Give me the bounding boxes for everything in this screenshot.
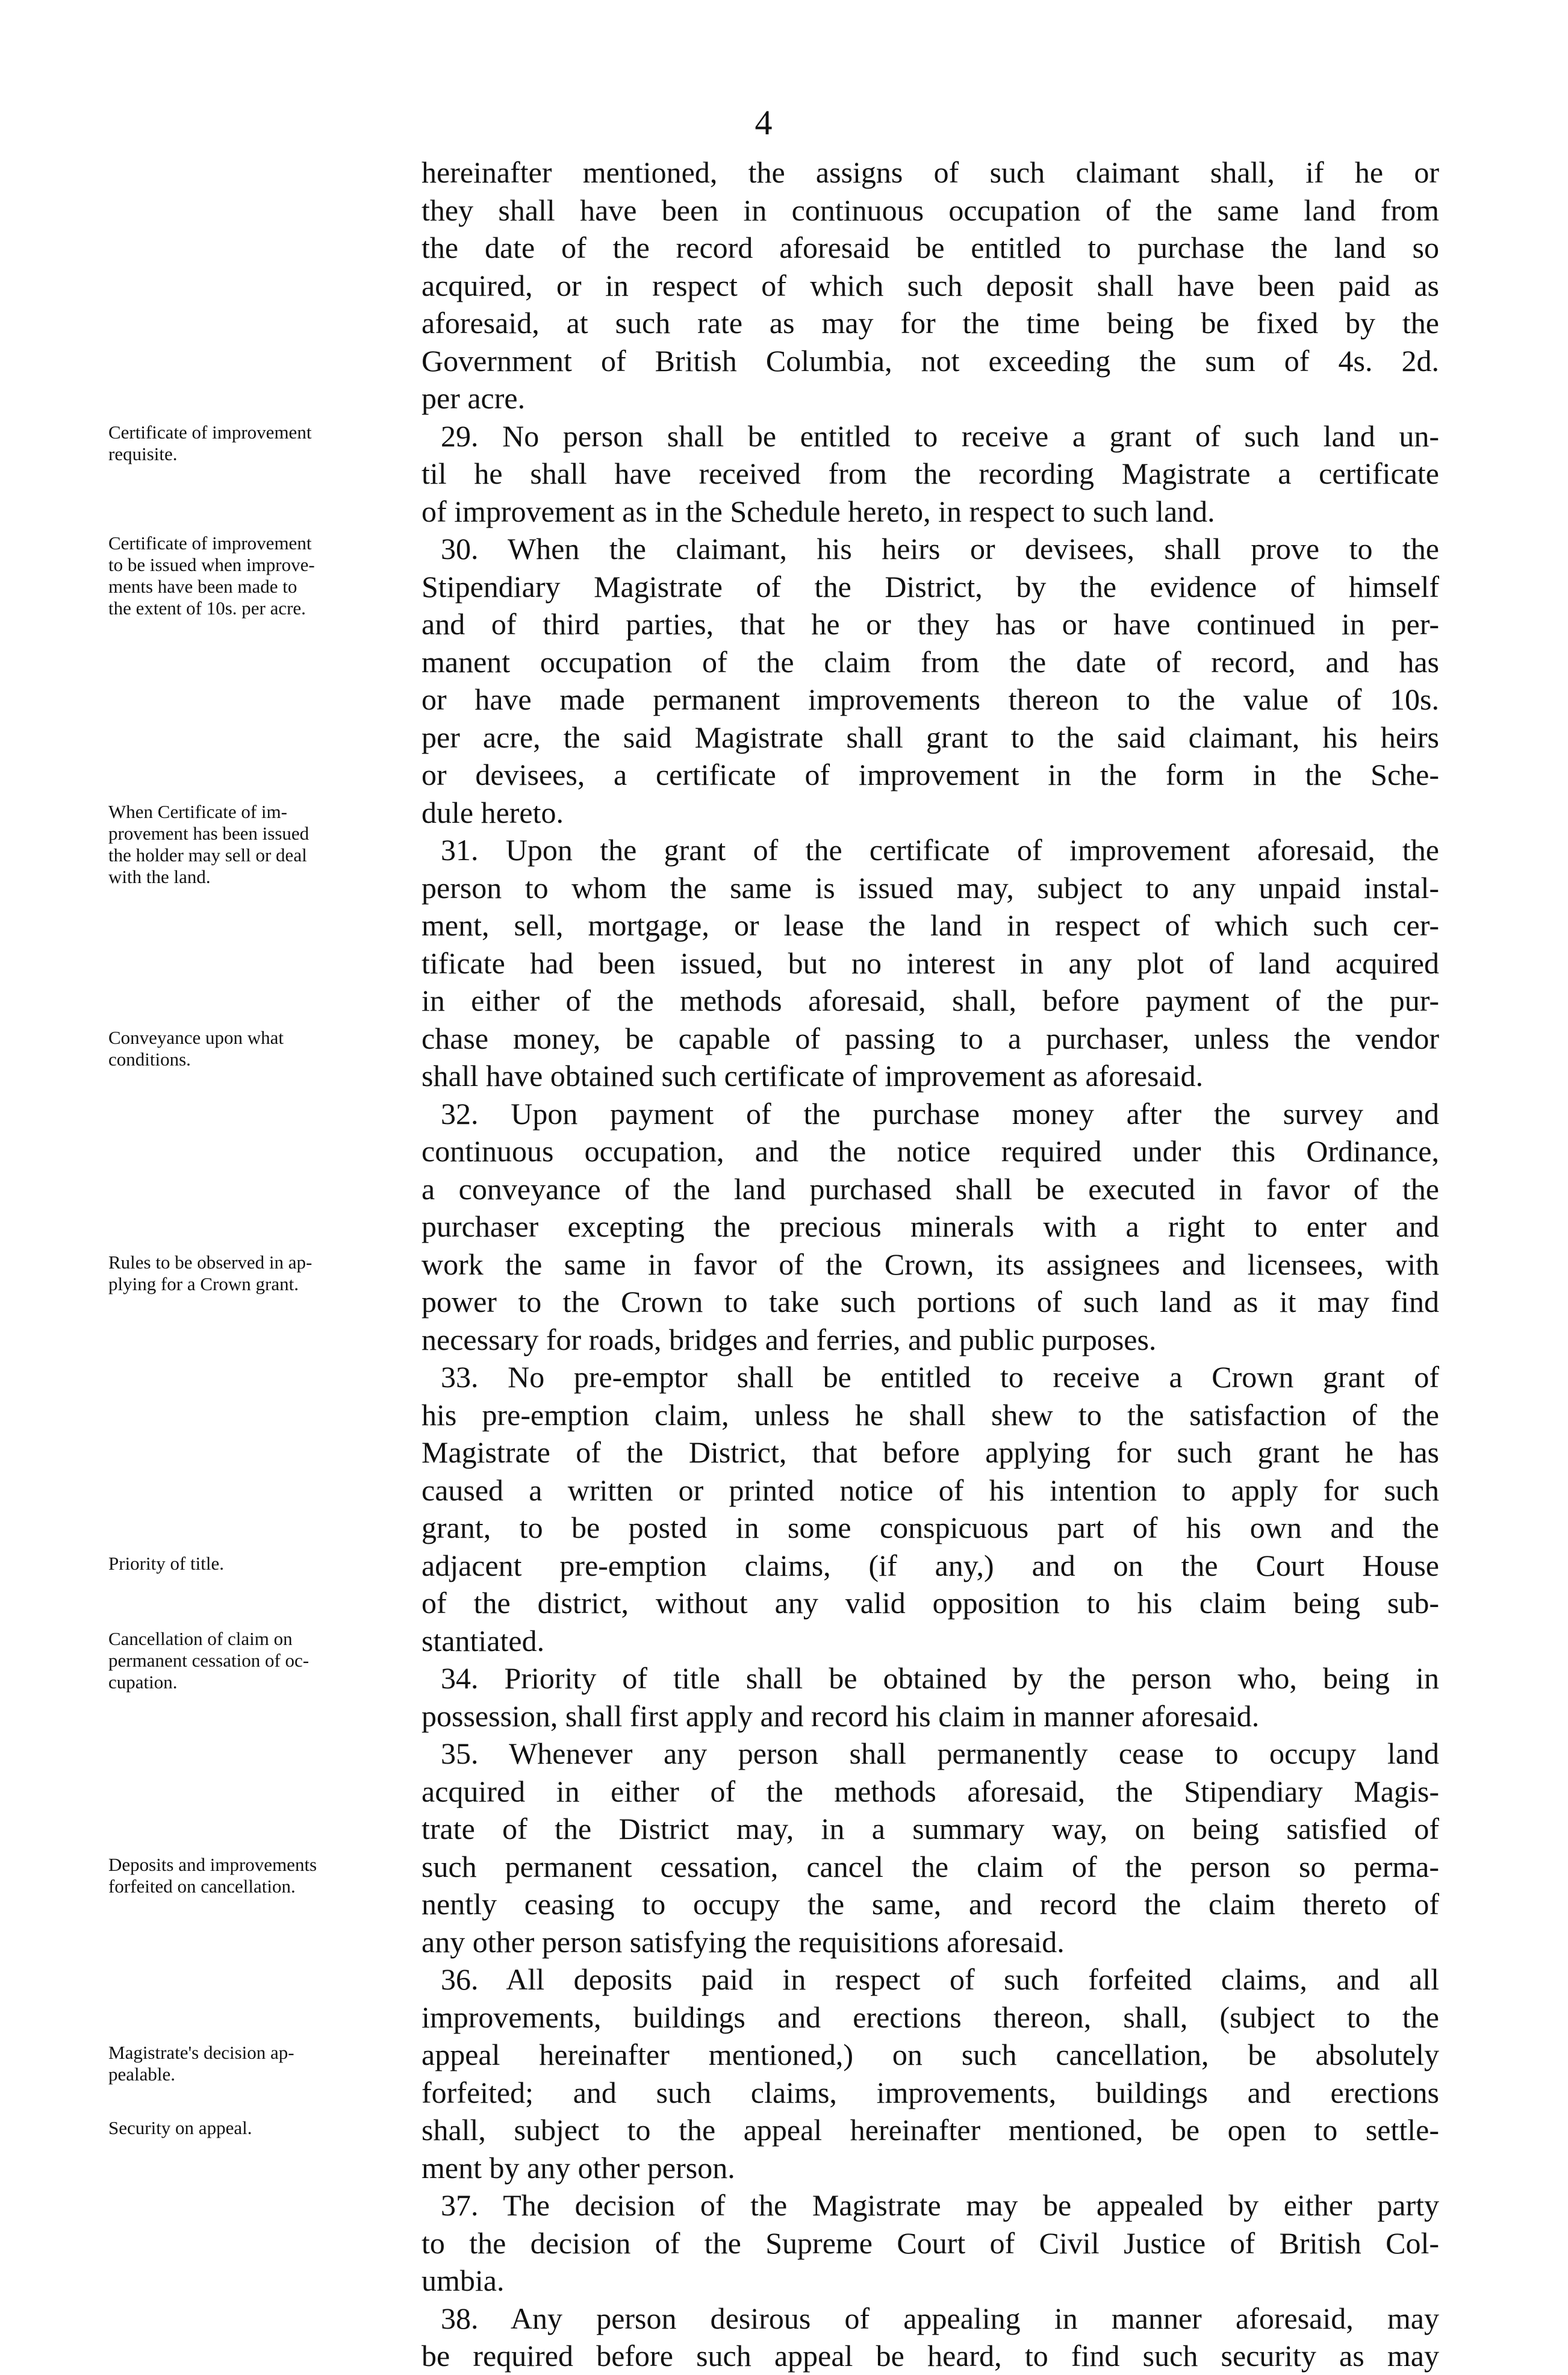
body-line: or devisees, a certificate of improvement in the form in the Sche- <box>422 758 1439 791</box>
margin-note-line: cupation. <box>108 1671 178 1693</box>
margin-note-line: pealable. <box>108 2064 176 2085</box>
body-line: or have made permanent improvements thereon to the value of 10s. <box>422 682 1439 716</box>
body-line: shall have obtained such certificate of improvement as aforesaid. <box>422 1059 1204 1093</box>
margin-note-line: Magistrate's decision ap- <box>108 2042 294 2063</box>
body-line: trate of the District may, in a summary way, on being satisfied of <box>422 1812 1439 1846</box>
body-line: they shall have been in continuous occupation of the same land from <box>422 193 1439 227</box>
body-line: work the same in favor of the Crown, its assignees and licensees, with <box>422 1247 1439 1281</box>
margin-note-line: Certificate of improvement <box>108 532 312 554</box>
body-line: possession, shall first apply and record his claim in manner aforesaid. <box>422 1699 1260 1733</box>
margin-note-deposits-forfeited <box>108 1854 437 1897</box>
margin-note-line: with the land. <box>108 866 211 887</box>
body-line: of improvement as in the Schedule hereto, in respect to such land. <box>422 494 1215 528</box>
body-line: acquired in either of the methods aforesaid, the Stipendiary Magis- <box>422 1774 1439 1808</box>
body-line: ment, sell, mortgage, or lease the land in respect of which such cer- <box>422 908 1439 942</box>
body-line: hereinafter mentioned, the assigns of such claimant shall, if he or <box>422 155 1439 189</box>
body-line: nently ceasing to occupy the same, and record the claim thereto of <box>422 1887 1439 1921</box>
margin-note-line: the extent of 10s. per acre. <box>108 598 306 619</box>
body-line: 36. All deposits paid in respect of such forfeited claims, and all <box>441 1962 1439 1996</box>
body-line: his pre-emption claim, unless he shall shew to the satisfaction of the <box>422 1397 1439 1432</box>
margin-note-cancellation-of-claim <box>108 1628 437 1693</box>
body-line: improvements, buildings and erections thereon, shall, (subject to the <box>422 2000 1439 2034</box>
body-line: any other person satisfying the requisitions aforesaid. <box>422 1924 1065 1959</box>
margin-note-priority-of-title <box>108 1553 437 1574</box>
body-line: power to the Crown to take such portions of such land as it may find <box>422 1285 1439 1319</box>
margin-note-line: ments have been made to <box>108 576 297 597</box>
body-line: and of third parties, that he or they has or have continued in per- <box>422 607 1439 641</box>
body-line: 32. Upon payment of the purchase money after the survey and <box>441 1096 1439 1131</box>
margin-note-line: forfeited on cancellation. <box>108 1876 296 1897</box>
body-line: 38. Any person desirous of appealing in manner aforesaid, may <box>441 2301 1439 2335</box>
body-text <box>422 154 1439 2375</box>
margin-note-line: plying for a Crown grant. <box>108 1273 299 1294</box>
body-line: 35. Whenever any person shall permanently cease to occupy land <box>441 1737 1439 1770</box>
body-line: necessary for roads, bridges and ferries, and public purposes. <box>422 1322 1157 1356</box>
margin-note-line: requisite. <box>108 443 178 464</box>
margin-note-line: Deposits and improvements <box>108 1854 317 1875</box>
margin-note-line: Priority of title. <box>108 1553 225 1574</box>
margin-note-line: Security on appeal. <box>108 2117 252 2138</box>
body-line: such permanent cessation, cancel the claim of the person so perma- <box>422 1849 1439 1883</box>
body-line: per acre. <box>422 381 526 415</box>
body-line: Government of British Columbia, not exceeding the sum of 4s. 2d. <box>422 343 1439 378</box>
margin-note-line: Certificate of improvement <box>108 422 312 443</box>
body-line: Magistrate of the District, that before applying for such grant he has <box>422 1435 1439 1469</box>
body-line: 33. No pre-emptor shall be entitled to receive a Crown grant of <box>441 1360 1439 1394</box>
body-line: aforesaid, at such rate as may for the time being be fixed by the <box>422 306 1439 340</box>
body-line: per acre, the said Magistrate shall grant to the said claimant, his heirs <box>422 720 1439 754</box>
body-line: 29. No person shall be entitled to receive a grant of such land un- <box>441 419 1439 453</box>
body-line: manent occupation of the claim from the date of record, and has <box>422 644 1439 679</box>
body-line: continuous occupation, and the notice required under this Ordinance, <box>422 1134 1439 1168</box>
body-line: stantiated. <box>422 1623 545 1658</box>
margin-note-line: to be issued when improve- <box>108 554 315 575</box>
body-line: of the district, without any valid opposition to his claim being sub- <box>422 1586 1439 1620</box>
body-line: a conveyance of the land purchased shall be executed in favor of the <box>422 1172 1439 1206</box>
body-line: person to whom the same is issued may, subject to any unpaid instal- <box>422 870 1439 905</box>
body-line: purchaser excepting the precious minerals with a right to enter and <box>422 1209 1439 1243</box>
body-line: dule hereto. <box>422 795 564 829</box>
margin-note-conveyance-conditions <box>108 1027 437 1070</box>
body-line: to the decision of the Supreme Court of Civil Justice of British Col- <box>422 2226 1439 2260</box>
body-line: in either of the methods aforesaid, shall, before payment of the pur- <box>422 984 1439 1017</box>
body-line: grant, to be posted in some conspicuous part of his own and the <box>422 1511 1439 1544</box>
margin-note-line: conditions. <box>108 1049 191 1070</box>
margin-note-line: Rules to be observed in ap- <box>108 1252 313 1273</box>
body-line: chase money, be capable of passing to a purchaser, unless the vendor <box>422 1021 1439 1055</box>
margin-note-line: the holder may sell or deal <box>108 844 307 866</box>
margin-note-security-on-appeal <box>108 2117 437 2139</box>
body-line: tificate had been issued, but no interest in any plot of land acquired <box>422 946 1439 980</box>
margin-note-certificate-requisite <box>108 422 437 465</box>
body-line: adjacent pre-emption claims, (if any,) and on the Court House <box>422 1548 1439 1582</box>
body-line: appeal hereinafter mentioned,) on such cancellation, be absolutely <box>422 2038 1439 2071</box>
page-number: 4 <box>754 103 773 142</box>
body-line: umbia. <box>422 2264 505 2297</box>
body-line: 31. Upon the grant of the certificate of improvement aforesaid, the <box>441 833 1439 867</box>
margin-note-line: Cancellation of claim on <box>108 1628 293 1649</box>
body-line: forfeited; and such claims, improvements, buildings and erections <box>422 2075 1439 2109</box>
body-line: Stipendiary Magistrate of the District, by the evidence of himself <box>422 569 1439 604</box>
body-line: til he shall have received from the recording Magistrate a certificate <box>422 457 1439 490</box>
margin-note-holder-may-sell <box>108 801 437 888</box>
body-line: 30. When the claimant, his heirs or devisees, shall prove to the <box>441 532 1439 566</box>
margin-note-line: permanent cessation of oc- <box>108 1650 310 1671</box>
body-line: be required before such appeal be heard, to find such security as may <box>422 2339 1439 2373</box>
body-line: 37. The decision of the Magistrate may be appealed by either party <box>441 2188 1439 2222</box>
body-line: caused a written or printed notice of his intention to apply for such <box>422 1473 1439 1507</box>
margin-note-line: Conveyance upon what <box>108 1027 284 1048</box>
margin-note-certificate-issued <box>108 532 437 619</box>
body-line: 34. Priority of title shall be obtained by the person who, being in <box>441 1661 1439 1695</box>
margin-note-decision-appealable <box>108 2042 437 2085</box>
body-line: acquired, or in respect of which such deposit shall have been paid as <box>422 268 1439 302</box>
margin-note-crown-grant-rules <box>108 1252 437 1295</box>
body-line: shall, subject to the appeal hereinafter mentioned, be open to settle- <box>422 2113 1439 2147</box>
margin-note-line: provement has been issued <box>108 823 310 844</box>
margin-note-line: When Certificate of im- <box>108 801 287 822</box>
body-line: ment by any other person. <box>422 2150 735 2185</box>
body-line: the date of the record aforesaid be entitled to purchase the land so <box>422 231 1439 264</box>
